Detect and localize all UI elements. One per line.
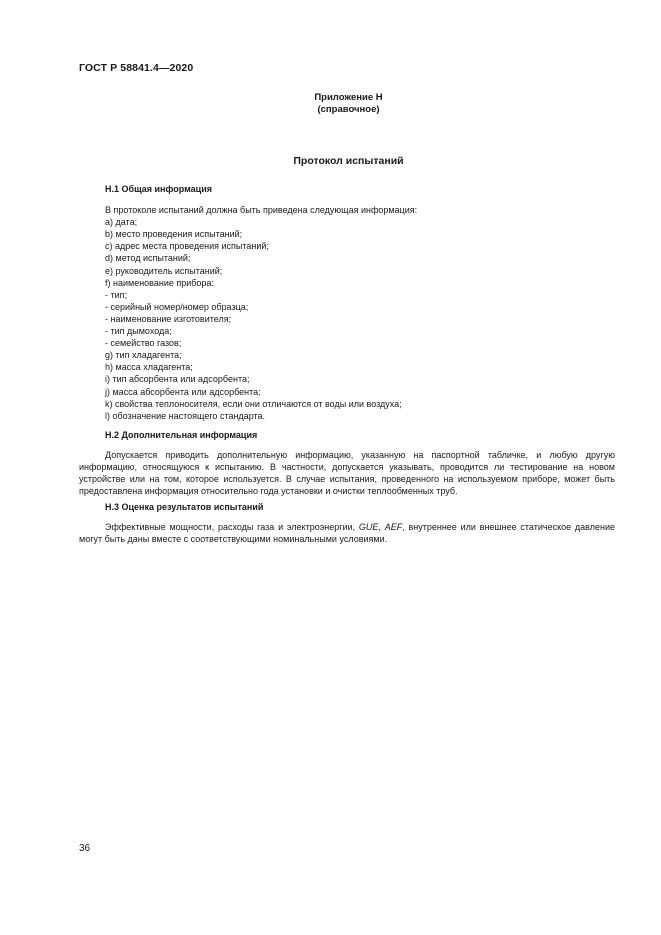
list-item: g) тип хладагента; [105,350,182,361]
list-item: k) свойства теплоносителя, если они отличаются от воды или воздуха; [105,398,402,409]
list-item: e) руководитель испытаний; [105,265,223,276]
section-general-info [105,183,615,422]
list-item: - тип дымохода; [105,326,172,337]
list-item: l) обозначение настоящего стандарта. [105,410,266,421]
list-item: h) масса хладагента; [105,362,193,373]
list-item: j) масса абсорбента или адсорбента; [105,386,261,397]
aef-term: AEF [384,522,403,533]
section-paragraph [79,449,615,497]
section-heading: Н.1 Общая информация [105,184,212,194]
list-item: d) метод испытаний; [105,253,191,264]
paragraph-text-after: , внутреннее или внешнее статическое давление могут быть даны вместе с соответствующими номинальными условиями. [79,522,615,545]
list-item: i) тип абсорбента или адсорбента; [105,374,250,385]
paragraph-text: Допускается приводить дополнительную информацию, указанную на паспортной табличке, и любую другую информацию, относящуюся к испытанию. В частности, допускается указывать, проводится ли тестирование на новом устройстве или на том, которое используется. В случае испытания, проведенного на используемом приборе, может быть предоставлена информация относительно года установки и очистки теплообменных труб. [79,450,615,497]
list-item: b) место проведения испытаний; [105,229,243,240]
list-item: f) наименование прибора: [105,277,214,288]
list-item: - семейство газов; [105,338,182,349]
document-title: Протокол испытаний [293,155,404,167]
section-paragraph [79,521,615,545]
term-separator: , [378,522,385,533]
standard-code-header: ГОСТ Р 58841.4—2020 [79,62,194,74]
list-item: - тип; [105,289,128,300]
paragraph-text-before: Эффективные мощности, расходы газа и электроэнергии, [105,522,359,533]
section-heading: Н.3 Оценка результатов испытаний [105,502,264,512]
list-item: a) дата; [105,217,138,228]
info-list [105,216,615,422]
list-item: - наименование изготовителя; [105,313,232,324]
section-heading: Н.2 Дополнительная информация [105,430,258,440]
list-item: - серийный номер/номер образца; [105,301,249,312]
page-number: 36 [79,843,91,854]
list-item: c) адрес места проведения испытаний; [105,241,269,252]
section-results-evaluation [79,501,615,545]
annex-block [0,92,661,116]
annex-title: Приложение Н [314,92,383,103]
gue-term: GUE [358,522,379,533]
section-intro: В протоколе испытаний должна быть приведена следующая информация: [105,205,418,216]
annex-type: (справочное) [317,104,380,115]
section-additional-info [79,429,615,497]
